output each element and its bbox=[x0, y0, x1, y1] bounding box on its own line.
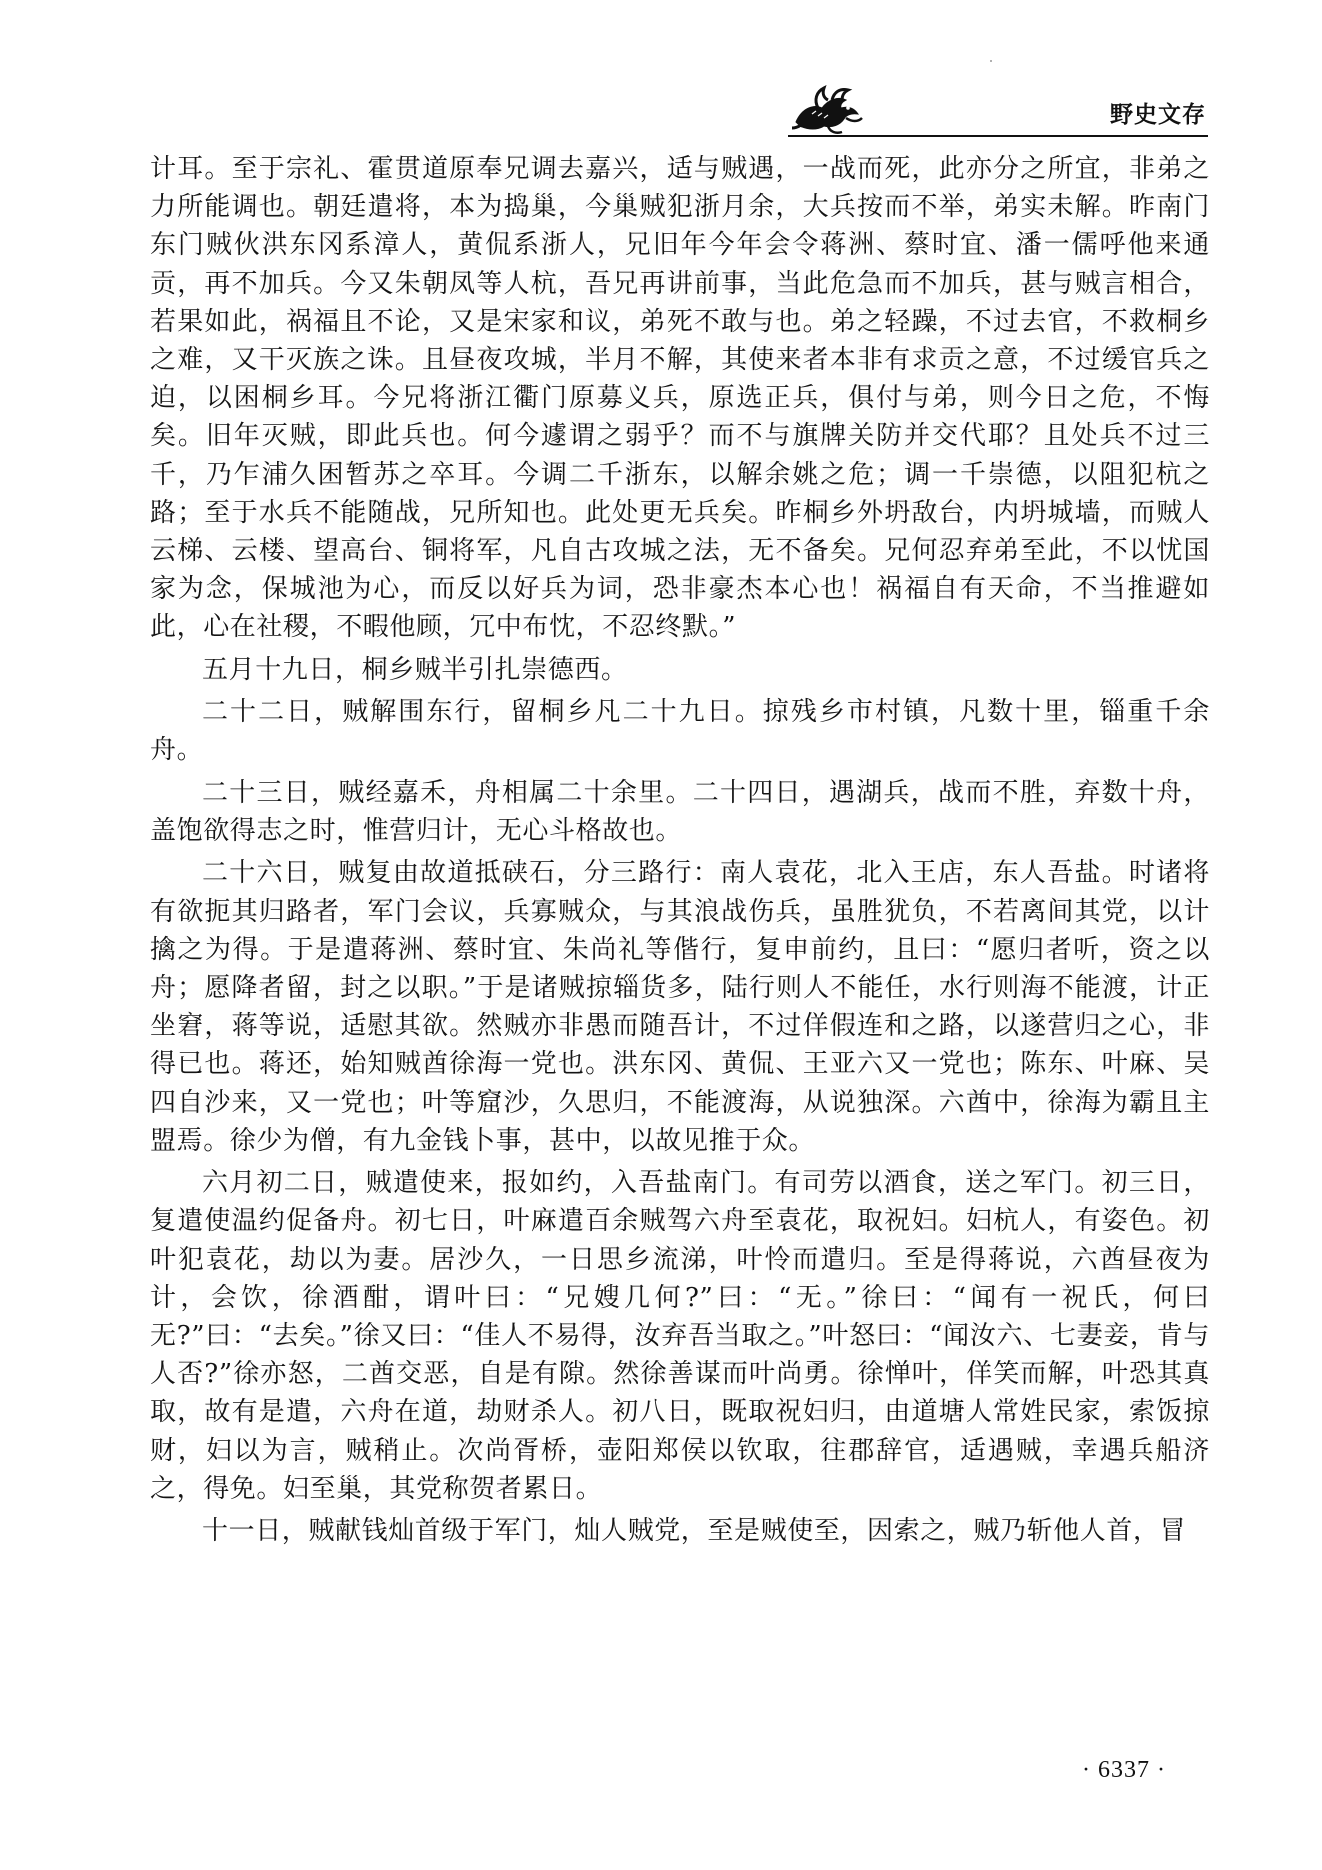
paragraph: 二十三日，贼经嘉禾，舟相属二十余里。二十四日，遇湖兵，战而不胜，弃数十舟，盖饱欲得志之时，惟营归计，无心斗格故也。 bbox=[150, 777, 1210, 847]
paragraph: 五月十九日，桐乡贼半引扎崇德西。 bbox=[202, 654, 628, 685]
page-number: · 6337 · bbox=[1082, 1757, 1166, 1783]
dragon-emblem-icon bbox=[788, 78, 866, 136]
header-divider bbox=[788, 135, 1208, 137]
paragraph: 计耳。至于宗礼、霍贯道原奉兄调去嘉兴，适与贼遇，一战而死，此亦分之所宜，非弟之力所能调也。朝廷遣将，本为捣巢，今巢贼犯浙月余，大兵按而不举，弟实未解。昨南门东门贼伙洪东冈系漳人，黄侃系浙人，兄旧年今年会令蒋洲、蔡时宜、潘一儒呼他来通贡，再不加兵。今又朱朝凤等人杭，吾兄再讲前事，当此危急而不加兵，甚与贼言相合，若果如此，祸福且不论，又是宋家和议，弟死不敢与也。弟之轻躁，不过去官，不救桐乡之难，又干灭族之诛。且昼夜攻城，半月不解，其使来者本非有求贡之意，不过缓官兵之迫，以困桐乡耳。今兄将浙江衢门原募义兵，原选正兵，俱付与弟，则今日之危，不悔矣。旧年灭贼，即此兵也。何今遽谓之弱乎？而不与旗牌关防并交代耶？且处兵不过三千，乃乍浦久困暂苏之卒耳。今调二千浙东，以解余姚之危；调一千崇德，以阻犯杭之路；至于水兵不能随战，兄所知也。此处更无兵矣。昨桐乡外坍敌台，内坍城墙，而贼人云梯、云楼、望高台、铜将军，凡自古攻城之法，无不备矣。兄何忍弃弟至此，不以忧国家为念，保城池为心，而反以好兵为词，恐非豪杰本心也！祸福自有天命，不当推避如此，心在社稷，不暇他顾，冗中布忱，不忍终默。” bbox=[150, 154, 1210, 643]
body-text bbox=[150, 150, 1210, 1550]
paragraph: 十一日，贼献钱灿首级于军门，灿人贼党，至是贼使至，因索之，贼乃斩他人首，冒 bbox=[202, 1516, 1187, 1547]
paragraph: 六月初二日，贼遣使来，报如约，入吾盐南门。有司劳以酒食，送之军门。初三日，复遣使温约促备舟。初七日，叶麻遣百余贼驾六舟至袁花，取祝妇。妇杭人，有姿色。初叶犯袁花，劫以为妻。居沙久，一日思乡流涕，叶怜而遣归。至是得蒋说，六酋昼夜为计，会饮，徐酒酣，谓叶曰：“兄嫂几何?”曰：“无。”徐曰：“闻有一祝氏，何曰无?”曰：“去矣。”徐又曰：“佳人不易得，汝弃吾当取之。”叶怒曰：“闻汝六、七妻妾，肯与人否?”徐亦怒，二酋交恶，自是有隙。然徐善谋而叶尚勇。徐惮叶，佯笑而解，叶恐其真取，故有是遣，六舟在道，劫财杀人。初八日，既取祝妇归，由道塘人常姓民家，索饭掠财，妇以为言，贼稍止。次尚胥桥，壶阳郑侯以钦取，往郡辞官，适遇贼，幸遇兵船济之，得免。妇至巢，其党称贺者累日。 bbox=[150, 1168, 1210, 1504]
paragraph: 二十六日，贼复由故道抵硖石，分三路行：南人袁花，北入王店，东人吾盐。时诸将有欲扼其归路者，军门会议，兵寡贼众，与其浪战伤兵，虽胜犹负，不若离间其党，以计擒之为得。于是遣蒋洲、蔡时宜、朱尚礼等偕行，复申前约，且曰：“愿归者听，资之以舟；愿降者留，封之以职。”于是诸贼掠辎货多，陆行则人不能任，水行则海不能渡，计正坐窘，蒋等说，适慰其欲。然贼亦非愚而随吾计，不过佯假连和之路，以遂营归之心，非得已也。蒋还，始知贼酋徐海一党也。洪东冈、黄侃、王亚六又一党也；陈东、叶麻、吴四自沙来，又一党也；叶等窟沙，久思归，不能渡海，从说独深。六酋中，徐海为霸且主盟焉。徐少为僧，有九金钱卜事，甚中，以故见推于众。 bbox=[150, 858, 1210, 1156]
series-title: 野史文存 bbox=[1110, 102, 1206, 128]
scan-speck bbox=[990, 60, 992, 62]
paragraph: 二十二日，贼解围东行，留桐乡凡二十九日。掠残乡市村镇，凡数十里，锱重千余舟。 bbox=[150, 697, 1210, 766]
running-header bbox=[788, 78, 1208, 138]
